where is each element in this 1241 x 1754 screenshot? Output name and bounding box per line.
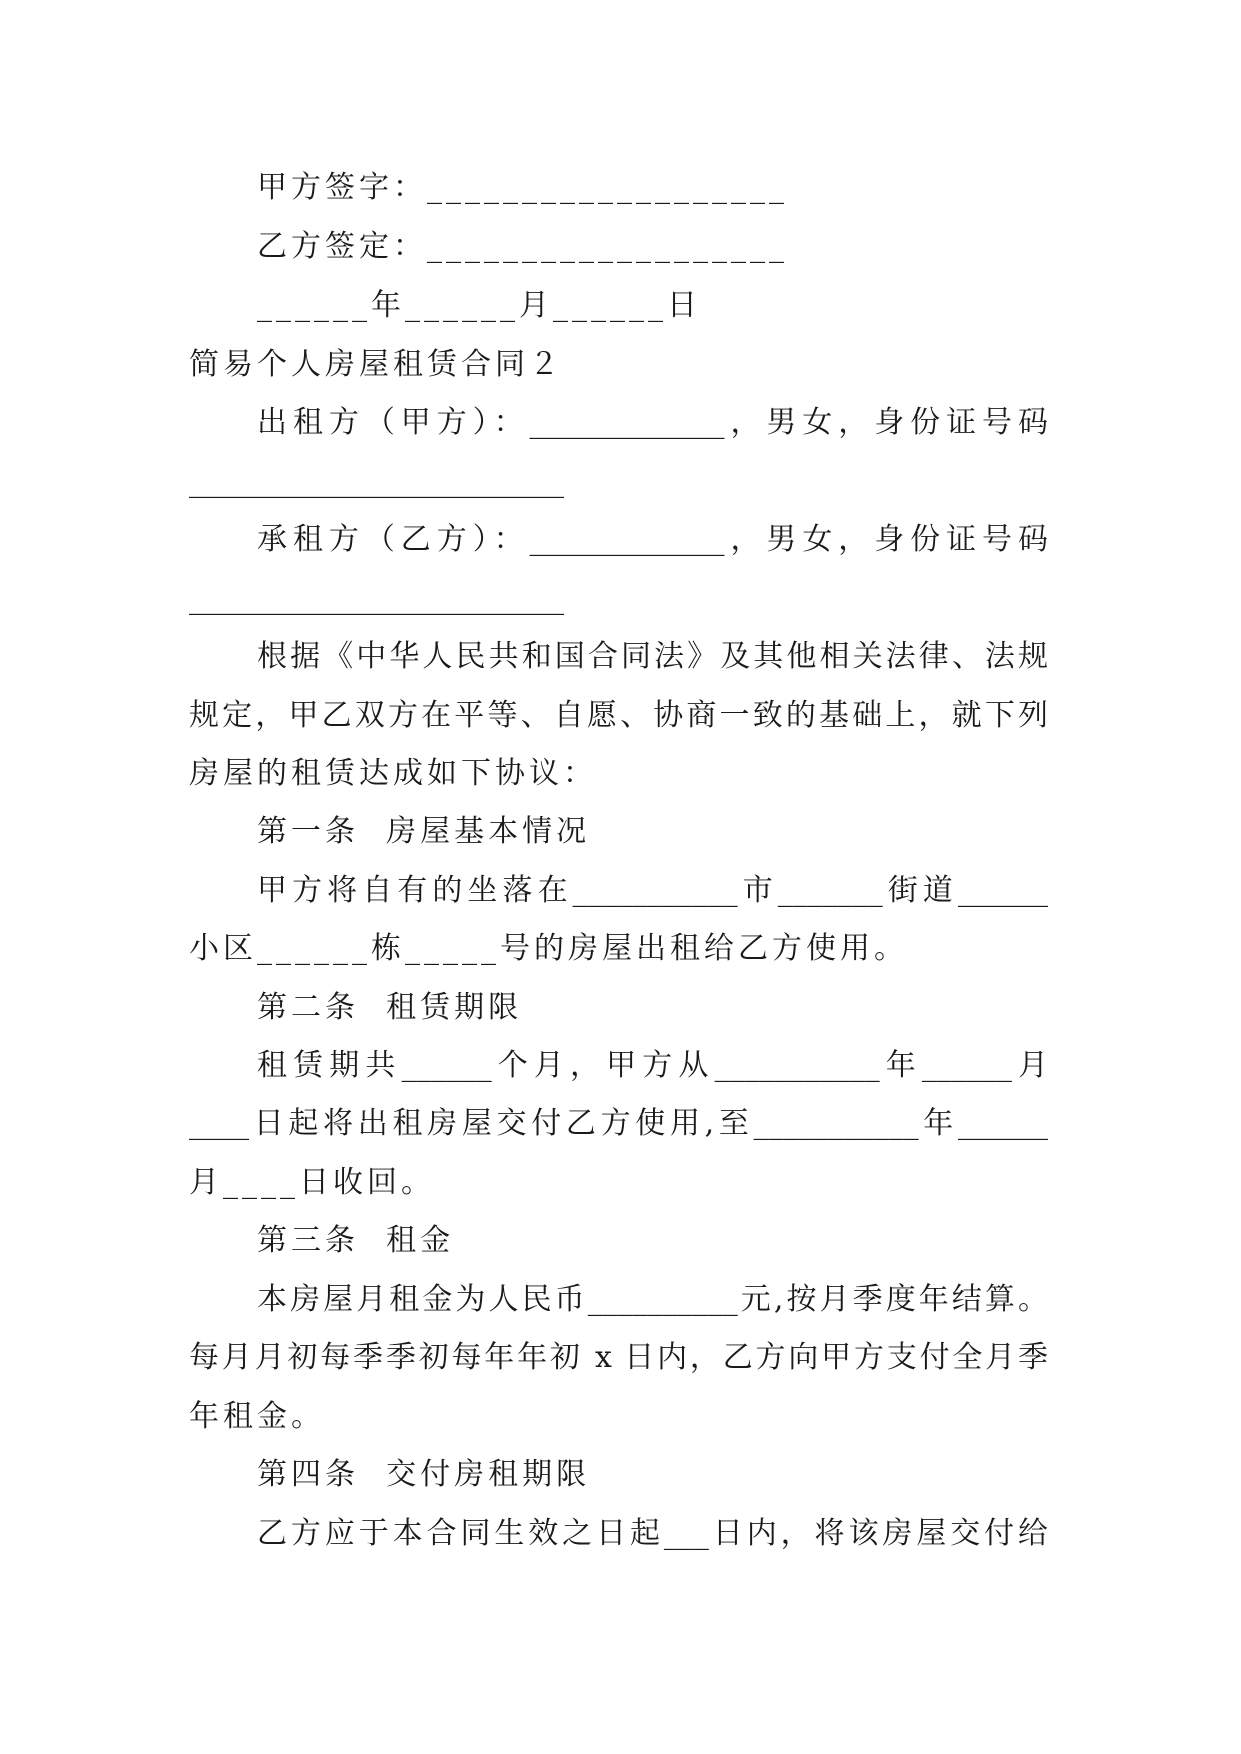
signature-date-line: ______年______月______日 <box>257 288 701 323</box>
lessee-line: 承租方（乙方）：_____________，男女，身份证号码 <box>257 522 1048 557</box>
article-3-heading: 第三条 租金 <box>257 1223 455 1258</box>
article-3-line-2: 每月月初每季季初每年年初 x 日内，乙方向甲方支付全月季 <box>189 1340 1048 1375</box>
article-1-line-2: 小区______栋_____号的房屋出租给乙方使用。 <box>189 931 908 966</box>
party-b-signature-line: 乙方签定：___________________ <box>257 229 788 264</box>
article-2-line-3: 月____日收回。 <box>189 1165 435 1200</box>
article-1-heading: 第一条 房屋基本情况 <box>257 814 591 849</box>
article-2-line-1: 租赁期共______个月，甲方从___________年______月 <box>257 1048 1048 1083</box>
lessee-id-line: _________________________ <box>189 581 564 616</box>
article-4-line-1: 乙方应于本合同生效之日起___日内，将该房屋交付给 <box>257 1516 1048 1551</box>
lessor-id-line: _________________________ <box>189 464 564 499</box>
article-4-heading: 第四条 交付房租期限 <box>257 1457 591 1492</box>
article-1-line-1: 甲方将自有的坐落在___________市_______街道______ <box>257 873 1048 908</box>
party-a-signature-line: 甲方签字：___________________ <box>257 170 788 205</box>
preamble-line-2: 规定，甲乙双方在平等、自愿、协商一致的基础上，就下列 <box>189 698 1048 733</box>
preamble-line-3: 房屋的租赁达成如下协议： <box>189 756 597 791</box>
article-3-line-3: 年租金。 <box>189 1399 325 1434</box>
article-2-line-2: ____日起将出租房屋交付乙方使用,至___________年______ <box>189 1106 1048 1141</box>
article-2-heading: 第二条 租赁期限 <box>257 990 523 1025</box>
lessor-line: 出租方（甲方）：_____________，男女，身份证号码 <box>257 405 1048 440</box>
article-3-line-1: 本房屋月租金为人民币__________元,按月季度年结算。 <box>257 1282 1048 1317</box>
preamble-line-1: 根据《中华人民共和国合同法》及其他相关法律、法规 <box>257 639 1048 674</box>
contract-title: 简易个人房屋租赁合同２ <box>189 347 563 382</box>
